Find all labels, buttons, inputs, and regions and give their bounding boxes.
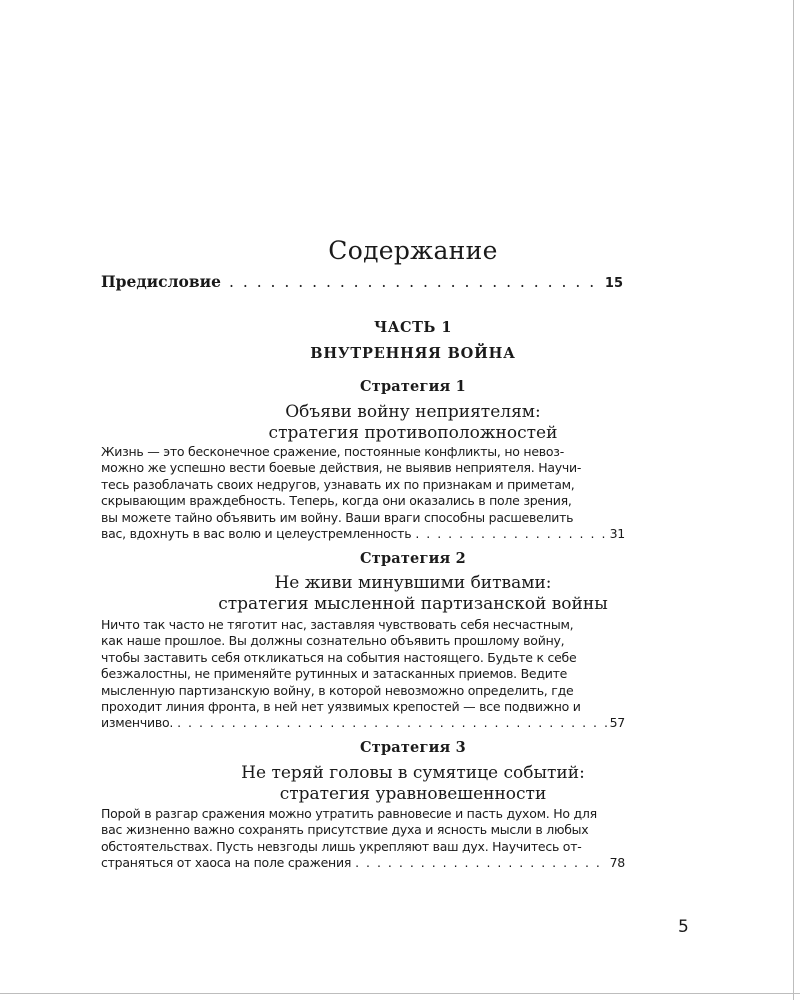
strategy-title-line: стратегия уравновешенности: [279, 784, 547, 804]
description-line: проходит линия фронта, в ней нет уязвимых крепостей — все подвижно и: [101, 699, 581, 715]
strategy-title-line: Не живи минувшими битвами:: [274, 573, 552, 593]
description-line: безжалостны, не применяйте рутинных и затасканных приемов. Ведите: [101, 666, 568, 682]
toc-entry-label: Предисловие: [101, 272, 221, 291]
strategy-title-line: Не теряй головы в сумятице событий:: [241, 763, 585, 783]
description-line: изменчиво.: [101, 715, 174, 731]
toc-entry-preface[interactable]: [101, 272, 623, 291]
dot-leader: [177, 715, 608, 731]
description-line: обстоятельствах. Пусть невзгоды лишь укрепляют ваш дух. Научитесь от-: [101, 838, 582, 854]
strategy-label: Стратегия 1: [360, 378, 466, 395]
description-line: тесь разоблачать своих недругов, узнавать их по признакам и приметам,: [101, 476, 575, 492]
description-line: Жизнь — это бесконечное сражение, постоянные конфликты, но невоз-: [101, 444, 564, 459]
toc-entry-page: 57: [609, 715, 625, 731]
strategy-title-line: Объяви войну неприятелям:: [285, 402, 541, 422]
description-last-line[interactable]: [101, 855, 625, 871]
description-line: вы можете тайно объявить им войну. Ваши враги способны расшевелить: [101, 509, 574, 525]
strategy-title[interactable]: [100, 573, 726, 615]
page-edge-right: [793, 0, 794, 1000]
description-line: как наше прошлое. Вы должны сознательно объявить прошлому войну,: [101, 633, 565, 649]
description-line: Порой в разгар сражения можно утратить равновесие и пасть духом. Но для: [101, 806, 597, 821]
part-name: ВНУТРЕННЯЯ ВОЙНА: [310, 345, 516, 362]
strategy-description: [101, 806, 625, 872]
description-line: мысленную партизанскую войну, в которой невозможно определить, где: [101, 682, 574, 698]
strategy-label: Стратегия 2: [360, 550, 466, 567]
strategy-description: [101, 444, 625, 542]
toc-entry-page: 15: [604, 276, 623, 291]
strategy-title-line: стратегия противоположностей: [268, 423, 558, 443]
dot-leader: [355, 855, 608, 871]
description-line: можно же успешно вести боевые действия, не выявив неприятеля. Научи-: [101, 460, 582, 476]
dot-leader: [229, 273, 603, 291]
page-edge-bottom: [0, 993, 800, 994]
page-number: 5: [678, 917, 689, 937]
strategy-description: [101, 617, 625, 732]
description-line: Ничто так часто не тяготит нас, заставляя чувствовать себя несчастным,: [101, 617, 574, 632]
toc-entry-page: 78: [609, 855, 625, 871]
description-last-line[interactable]: [101, 715, 625, 731]
description-line: вас жизненно важно сохранять присутствие духа и ясность мысли в любых: [101, 822, 589, 838]
dot-leader: [415, 526, 607, 542]
description-line: чтобы заставить себя откликаться на события настоящего. Будьте к себе: [101, 649, 577, 665]
toc-entry-page: 31: [609, 526, 625, 542]
page-title: Содержание: [328, 236, 498, 265]
description-line: вас, вдохнуть в вас волю и целеустремленность: [101, 526, 412, 542]
strategy-label: Стратегия 3: [360, 739, 466, 756]
description-last-line[interactable]: [101, 526, 625, 542]
strategy-title-line: стратегия мысленной партизанской войны: [218, 594, 608, 614]
strategy-title[interactable]: [100, 402, 726, 444]
part-number: ЧАСТЬ 1: [374, 319, 452, 336]
description-line: страняться от хаоса на поле сражения: [101, 855, 352, 871]
description-line: скрывающим враждебность. Теперь, когда они оказались в поле зрения,: [101, 493, 572, 509]
strategy-title[interactable]: [100, 763, 726, 805]
